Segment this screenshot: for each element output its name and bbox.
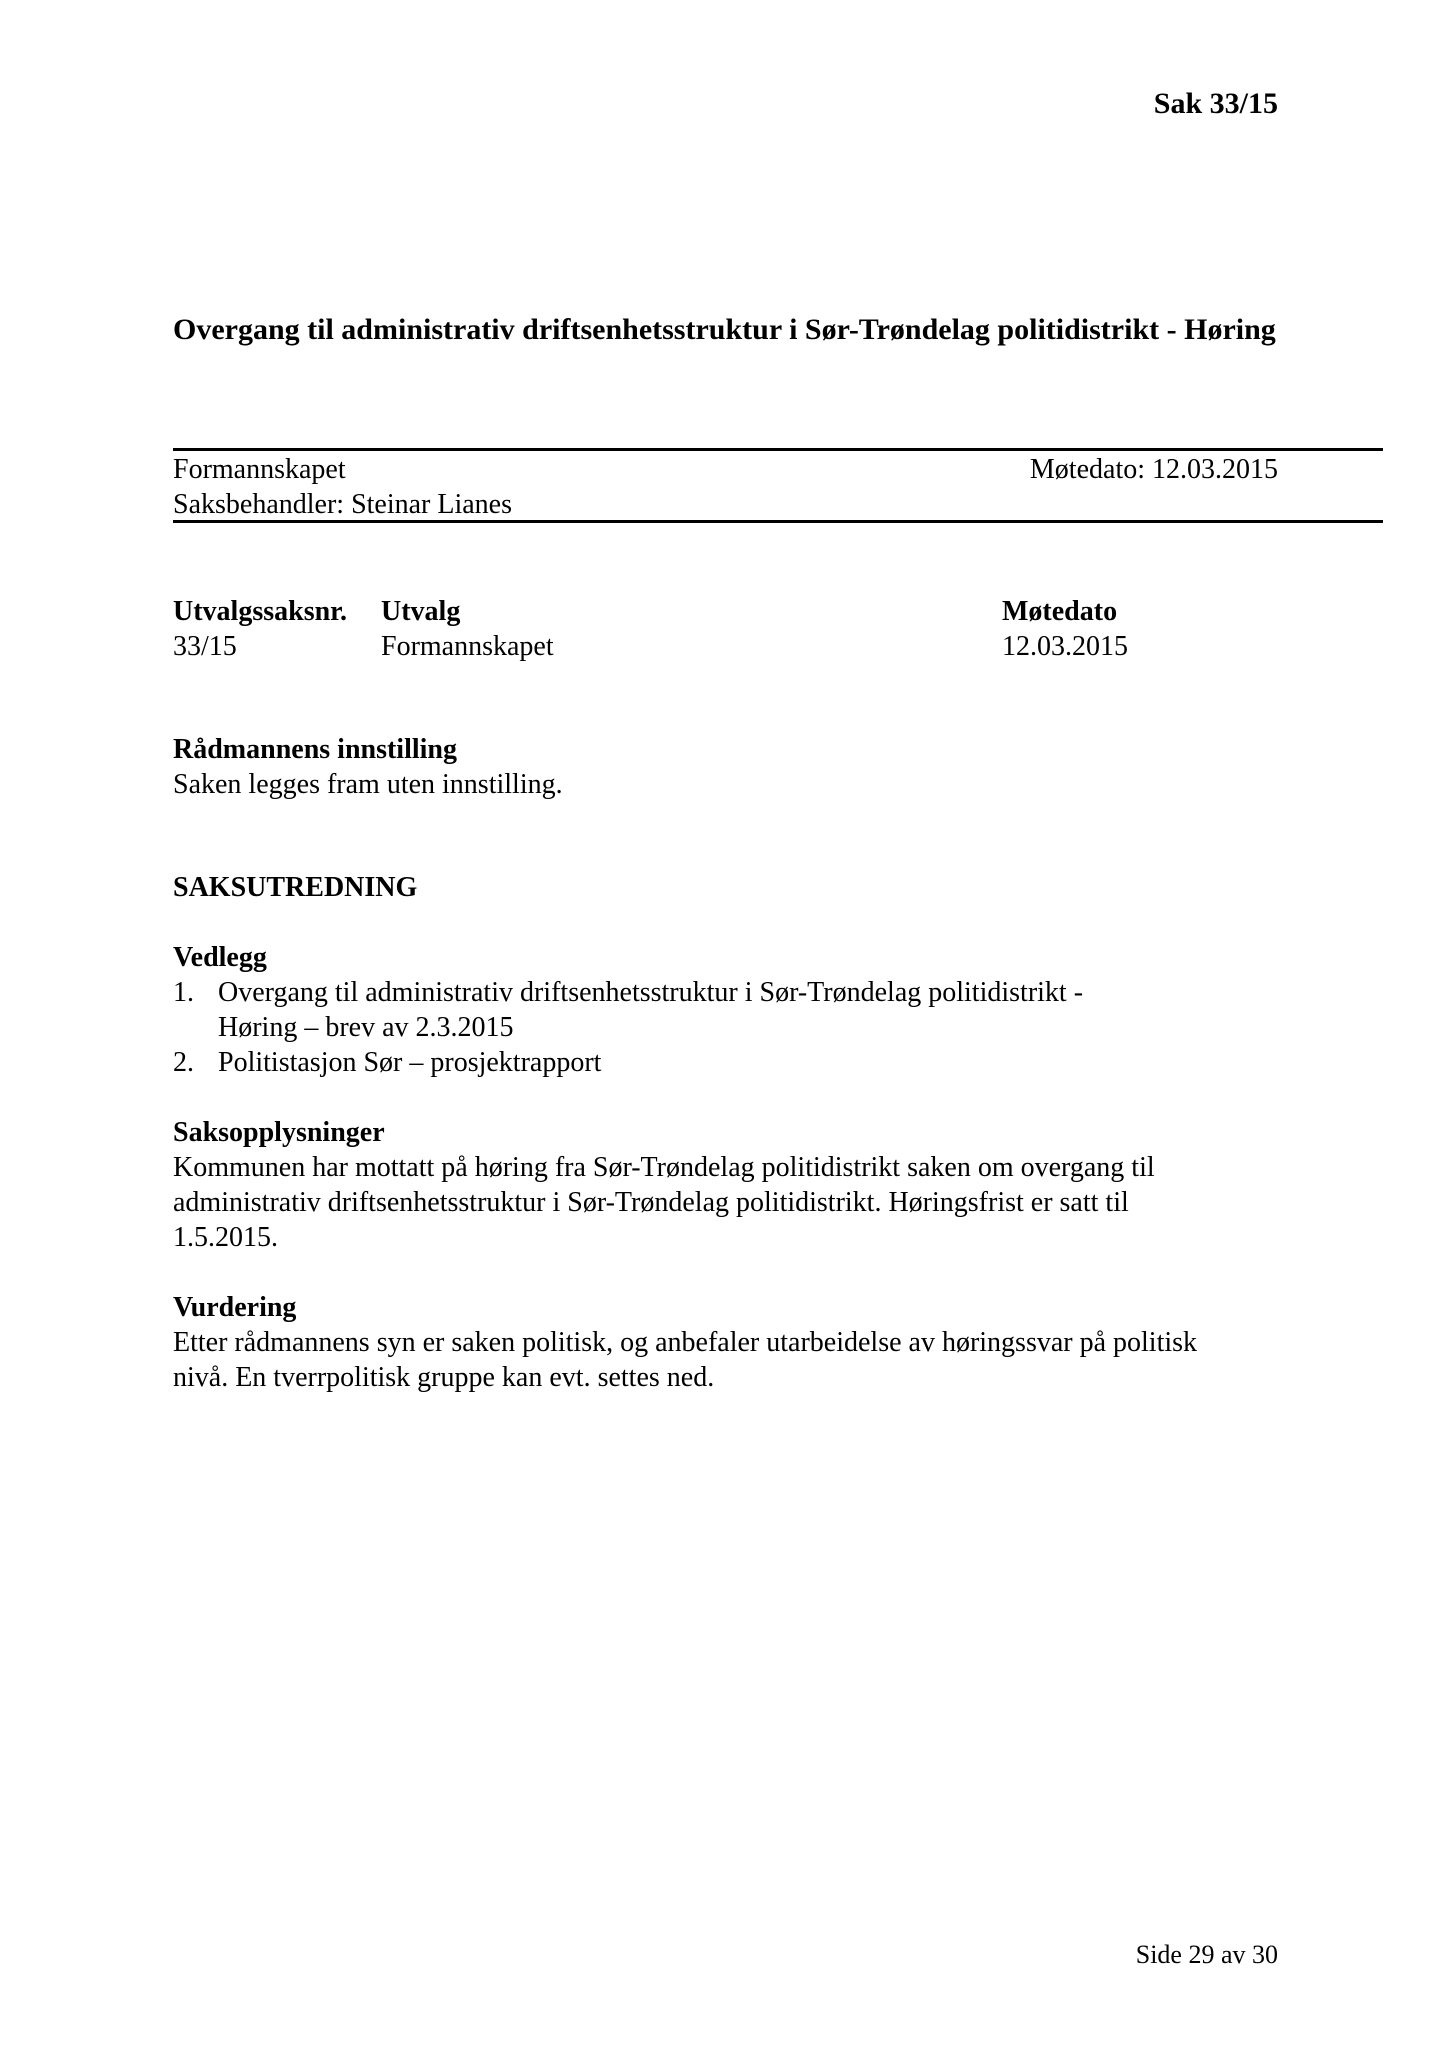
- assessment-line: nivå. En tverrpolitisk gruppe kan evt. settes ned.: [173, 1362, 715, 1393]
- table-cell-committee: Formannskapet: [381, 631, 554, 662]
- table-header-committee: Utvalg: [381, 596, 461, 627]
- recommendation-heading: Rådmannens innstilling: [173, 734, 457, 765]
- attachment-text: Høring – brev av 2.3.2015: [218, 1012, 514, 1043]
- document-title: Overgang til administrativ driftsenhetsstruktur i Sør-Trøndelag politidistrikt - Høring: [173, 313, 1276, 346]
- table-cell-meeting-date: 12.03.2015: [1002, 631, 1128, 662]
- case-info-line: administrativ driftsenhetsstruktur i Sør-Trøndelag politidistrikt. Høringsfrist er satt til: [173, 1187, 1129, 1218]
- table-cell-case-number: 33/15: [173, 631, 237, 662]
- case-info-line: Kommunen har mottatt på høring fra Sør-Trøndelag politidistrikt saken om overgang til: [173, 1152, 1155, 1183]
- attachment-number: 1.: [173, 977, 194, 1008]
- page-number: Side 29 av 30: [1135, 1940, 1278, 1969]
- assessment-line: Etter rådmannens syn er saken politisk, og anbefaler utarbeidelse av høringssvar på politisk: [173, 1327, 1198, 1358]
- case-info-heading: Saksopplysninger: [173, 1117, 385, 1148]
- meta-body: Formannskapet: [173, 454, 346, 485]
- case-reference: Sak 33/15: [1153, 87, 1278, 120]
- bottom-rule: [173, 520, 1383, 523]
- meta-case-officer: Saksbehandler: Steinar Lianes: [173, 489, 513, 520]
- table-header-case-number: Utvalgssaksnr.: [173, 596, 348, 627]
- assessment-heading: Vurdering: [173, 1292, 297, 1323]
- recommendation-text: Saken legges fram uten innstilling.: [173, 769, 563, 800]
- attachments-heading: Vedlegg: [173, 942, 267, 973]
- table-header-meeting-date: Møtedato: [1002, 596, 1118, 627]
- attachment-number: 2.: [173, 1047, 194, 1078]
- top-rule: [173, 448, 1383, 451]
- section-heading: SAKSUTREDNING: [173, 872, 418, 903]
- meta-meeting-date: Møtedato: 12.03.2015: [1029, 454, 1278, 485]
- attachment-text: Politistasjon Sør – prosjektrapport: [218, 1047, 602, 1078]
- attachment-text: Overgang til administrativ driftsenhetsstruktur i Sør-Trøndelag politidistrikt -: [218, 977, 1084, 1008]
- case-info-line: 1.5.2015.: [173, 1222, 278, 1253]
